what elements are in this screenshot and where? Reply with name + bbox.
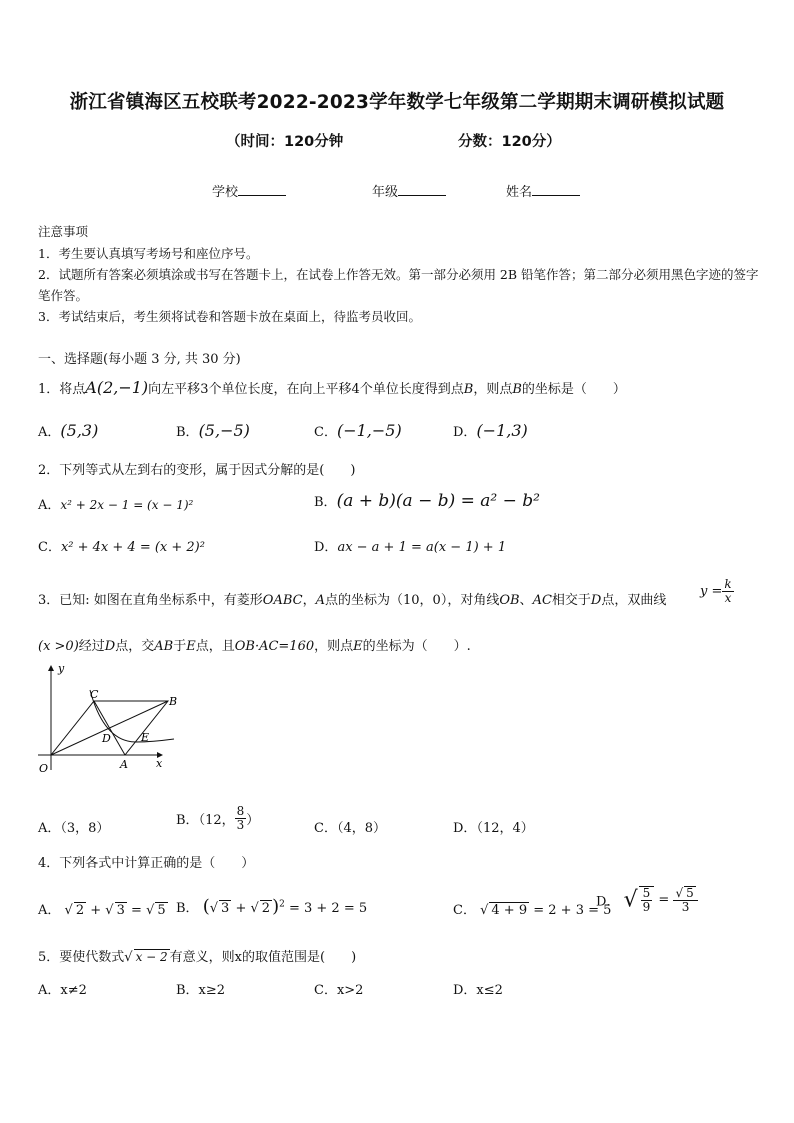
fraction: [235, 805, 247, 832]
option-label: C．: [38, 540, 61, 555]
question-5-stem: [38, 946, 356, 965]
sqrt-icon: √: [675, 886, 684, 900]
fraction-denominator: x: [724, 591, 732, 605]
notes-title: 注意事项: [38, 224, 89, 239]
school-label: 学校: [212, 185, 239, 200]
q3-text: 相交于: [551, 593, 591, 608]
exam-score: 分数：120分）: [458, 134, 561, 150]
q5-option-d[interactable]: D．x≤2: [453, 983, 503, 998]
radicand: x − 2: [135, 950, 168, 964]
q5-text: 有意义，则x的取值范围是( ): [169, 950, 357, 965]
option-label: D．: [314, 540, 338, 555]
q1-text: 1．将点: [38, 382, 86, 397]
q1-option-d[interactable]: [453, 421, 528, 440]
q1-text: 个单位长度，在向上平移: [208, 382, 352, 397]
q4-option-b[interactable]: B． (√ 3 + √ 2 )$^2$ = 3 + 2 = 5: [176, 896, 368, 917]
option-label: A．: [38, 903, 61, 918]
sqrt-icon: √: [480, 903, 489, 918]
q3-y-equals: y =: [700, 584, 723, 599]
option-label: C．: [314, 425, 337, 440]
q1-number: 4: [351, 382, 360, 397]
q1-point-b: B: [463, 382, 474, 397]
option-value: (5,3): [60, 421, 99, 440]
q1-option-c[interactable]: [314, 421, 402, 440]
option-value: （3，8）: [60, 821, 110, 836]
label-a: A: [120, 758, 128, 771]
school-blank[interactable]: [238, 183, 286, 196]
q3-option-d[interactable]: [453, 817, 534, 836]
option-value: (5,−5): [198, 421, 250, 440]
option-label: B．: [314, 495, 337, 510]
q4-option-d[interactable]: D． √ $\frac{5}{9}$ = $\frac{√ 5}{3}$: [596, 886, 698, 914]
question-2-stem: 2．下列等式从左到右的变形，属于因式分解的是( ): [38, 463, 356, 478]
q3-option-a[interactable]: [38, 817, 109, 836]
q1-text: 个单位长度得到点: [359, 382, 464, 397]
fraction: [639, 886, 655, 914]
radicand: 2: [75, 903, 85, 918]
q3-product: OB·AC=160: [234, 639, 315, 654]
option-label: D．: [596, 894, 620, 910]
q3-text: 的坐标为（ ）.: [362, 639, 471, 654]
fraction-numerator: k: [724, 577, 732, 591]
fraction-denominator: 9: [642, 900, 651, 914]
q1-text: 向左平移: [148, 382, 201, 397]
option-value: (−1,−5): [336, 421, 402, 440]
q3-text: 点，双曲线: [601, 593, 667, 608]
q3-text: 于: [173, 639, 187, 654]
option-value: = 2 + 3 = 5: [533, 903, 612, 918]
q1-number: 3: [200, 382, 209, 397]
question-3-line-1: [38, 589, 666, 608]
q3-text: 经过: [78, 639, 105, 654]
diagonal-ac: [94, 701, 125, 755]
q4-option-c[interactable]: [453, 899, 611, 918]
option-value: x² + 4x + 4 = (x + 2)²: [60, 540, 205, 555]
radicand: 5: [157, 903, 166, 918]
q5-option-b[interactable]: B．x≥2: [176, 983, 226, 998]
q4-option-a[interactable]: A． √ 2 + √ 3 = √ 5: [38, 903, 166, 918]
option-label: D．: [453, 425, 477, 440]
grade-label: 年级: [372, 185, 399, 200]
radicand: 3: [116, 903, 125, 918]
q3-hyperbola: [700, 578, 734, 605]
question-1-stem: [38, 378, 626, 397]
label-d: D: [102, 732, 111, 745]
exam-time: （时间：120分钟: [226, 134, 344, 150]
label-e: E: [141, 731, 150, 744]
sqrt-icon: √: [124, 950, 133, 965]
radicand: 2: [261, 901, 271, 916]
sqrt-icon: √: [250, 901, 259, 916]
option-value: ）: [246, 813, 260, 828]
q3-text: ，则点: [314, 639, 354, 654]
fraction: [673, 886, 697, 914]
q3-label: OB: [499, 593, 520, 608]
option-label: B．: [176, 901, 199, 916]
label-b: B: [169, 695, 178, 708]
option-value: ax − a + 1 = a(x − 1) + 1: [337, 540, 507, 555]
option-value: （12，4）: [476, 821, 534, 836]
sqrt-icon: √: [209, 901, 219, 916]
q5-option-a[interactable]: A．x≠2: [38, 983, 87, 998]
q1-option-b[interactable]: [176, 421, 250, 440]
grade-field: [372, 181, 446, 200]
name-label: 姓名: [506, 185, 533, 200]
sqrt-icon: √: [623, 887, 638, 913]
option-label: A．: [38, 821, 61, 836]
option-label: C．: [453, 903, 476, 918]
option-label: A．: [38, 498, 61, 513]
q5-text: 5．要使代数式: [38, 950, 125, 965]
q3-label: OABC: [262, 593, 303, 608]
q3-text: 点，交: [115, 639, 155, 654]
fraction-denominator: 3: [236, 818, 245, 832]
option-label: D．: [453, 821, 477, 836]
label-y: y: [58, 662, 65, 675]
q3-label: AC: [532, 593, 552, 608]
sqrt-icon: √: [146, 903, 155, 918]
q3-label: E: [186, 639, 196, 654]
option-value: (−1,3): [476, 421, 528, 440]
radicand: 5: [686, 886, 694, 900]
option-label: B．: [176, 813, 199, 828]
q3-option-c[interactable]: [314, 817, 386, 836]
q3-text: 点的坐标为（10，0），对角线: [325, 593, 500, 608]
name-field: [506, 181, 580, 200]
q1-text: 的坐标是（ ）: [521, 382, 626, 397]
page-title: 浙江省镇海区五校联考2022-2023学年数学七年级第二学期期末调研模拟试题: [69, 92, 725, 113]
q3-text: ，: [302, 593, 316, 608]
school-field: [212, 181, 286, 200]
q3-label: D: [104, 639, 116, 654]
q3-option-b[interactable]: [176, 805, 259, 832]
q2-option-c[interactable]: [38, 536, 205, 555]
note-item-3: 3．考试结束后，考生须将试卷和答题卡放在桌面上，待监考员收回。: [38, 309, 421, 324]
fraction-numerator: 5: [642, 886, 651, 900]
option-value: （4，8）: [336, 821, 386, 836]
note-item-2: 2．试题所有答案必须填涂或书写在答题卡上，在试卷上作答无效。第一部分必须用 2B 铅笔作答；第二部分必须用黑色字迹的签字笔作答。: [38, 267, 759, 303]
sqrt-icon: √: [64, 903, 73, 918]
q1-point-b: B: [512, 382, 522, 397]
question-4-stem: 4．下列各式中计算正确的是（ ）: [38, 856, 255, 871]
q3-condition: (x >0): [38, 639, 79, 654]
q2-option-a[interactable]: [38, 494, 193, 513]
option-value: x² + 2x − 1 = (x − 1)²: [60, 498, 194, 512]
q3-text: 点，且: [195, 639, 235, 654]
question-3-line-2: [38, 635, 471, 654]
label-o: O: [39, 762, 49, 775]
option-value: （12，: [198, 813, 235, 828]
q3-text: 3．已知: 如图在直角坐标系中，有菱形: [38, 593, 263, 608]
q3-label: AB: [154, 639, 174, 654]
radicand: 4 + 9: [491, 903, 528, 918]
q3-rhombus-figure: [34, 660, 184, 780]
name-blank[interactable]: [532, 183, 580, 196]
fraction-numerator: 8: [236, 804, 245, 818]
q2-option-b[interactable]: [314, 491, 540, 511]
option-label: B．: [176, 425, 199, 440]
option-label: A．: [38, 425, 61, 440]
q1-text: ，则点: [473, 382, 513, 397]
fraction-denominator: 3: [681, 900, 690, 914]
q3-fraction: [722, 578, 733, 605]
option-label: C．: [314, 821, 337, 836]
q1-point-a: A(2,−1): [85, 378, 149, 397]
label-x: x: [156, 757, 163, 770]
q3-label: D: [590, 593, 602, 608]
option-value: = 3 + 2 = 5: [288, 901, 368, 916]
q3-label: A: [315, 593, 325, 608]
q3-text: 、: [519, 593, 533, 608]
label-c: C: [90, 688, 99, 701]
section-title: 一、选择题(每小题 3 分, 共 30 分): [38, 352, 241, 367]
note-item-1: 1．考生要认真填写考场号和座位序号。: [38, 246, 259, 261]
grade-blank[interactable]: [398, 183, 446, 196]
option-value: (a + b)(a − b) = a² − b²: [336, 491, 540, 511]
q2-option-d[interactable]: [314, 536, 506, 555]
q5-option-c[interactable]: C．x>2: [314, 983, 364, 998]
q3-label: E: [353, 639, 363, 654]
sqrt-icon: √: [105, 903, 114, 918]
radicand: 3: [221, 901, 230, 916]
q1-option-a[interactable]: [38, 421, 98, 440]
